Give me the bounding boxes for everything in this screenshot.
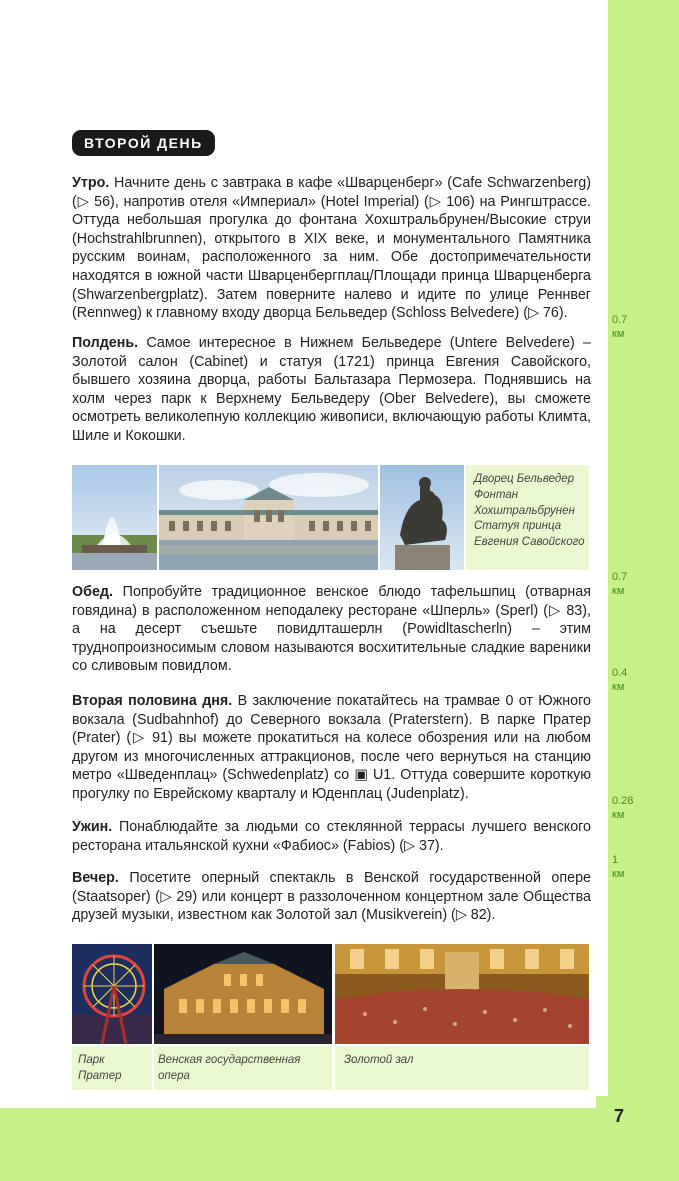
morning-heading: Утро. bbox=[72, 175, 110, 191]
afternoon-paragraph bbox=[72, 692, 591, 804]
caption-statue: Статуя принца Евгения Савойского bbox=[474, 520, 585, 548]
belvedere-palace-photo bbox=[159, 465, 378, 570]
distance-value: 0.7 bbox=[612, 314, 628, 326]
distance-value: 0.28 bbox=[612, 795, 634, 807]
fountain-photo bbox=[72, 465, 157, 570]
caption-musikverein: Золотой зал bbox=[344, 1054, 414, 1066]
dinner-paragraph bbox=[72, 818, 591, 855]
noon-heading: Полдень. bbox=[72, 335, 139, 351]
noon-paragraph bbox=[72, 334, 591, 446]
dinner-text: Понаблюдайте за людьми со стеклянной террасы лучшего венского ресторана итальянской кухни «Фабиос» (Fabios) (▷ 37). bbox=[72, 819, 591, 854]
statue-photo bbox=[380, 465, 464, 570]
distance-3 bbox=[612, 666, 627, 694]
morning-text: Начните день с завтрака в кафе «Шварценберг» (Cafe Schwarzenberg) (▷ 56), напротив отеля «Империал» (Hotel Imperial) (▷ 106) на Рингштрассе. Оттуда небольшая прогулка до фонтана Хохштральбрунен/Высокие струи (Hochstrahlbrunnen), открытого в XIX веке, и монументального Памятника русским воинам, расположенного за ним. Обе достопримечательности находятся в южной части Шварценбергплац/Площади принца Шварценберга (Shwarzenbergplatz). Затем поверните налево и идите по улице Реннвег (Rennweg) к главному входу дворца Бельведер (Schloss Belvedere) (▷ 76). bbox=[72, 175, 591, 322]
evening-text: Посетите оперный спектакль в Венской государственной опере (Staatsoper) (▷ 29) или концерт в раззолоченном концертном зале Общества друзей музыки, известном как Золотой зал (Musikverein) (▷ 82). bbox=[72, 870, 591, 924]
distance-value: 0.4 bbox=[612, 667, 628, 679]
lunch-text: Попробуйте традиционное венское блюдо тафельшпиц (отварная говядина) в расположенном неподалеку ресторане «Шперль» (Sperl) (▷ 83), а на десерт съешьте повидлташерлн (Powidltascherln) – этим труднопроизносимым словом называются восхитительные сладкие вареники со сливовым повидлом. bbox=[72, 584, 591, 675]
distance-value: 1 bbox=[612, 854, 619, 866]
prater-photo bbox=[72, 944, 152, 1044]
caption-opera: Венская государственная опера bbox=[158, 1054, 301, 1082]
distance-1 bbox=[612, 313, 627, 341]
distance-4 bbox=[612, 794, 633, 822]
opera-photo bbox=[154, 944, 332, 1044]
distance-2 bbox=[612, 570, 627, 598]
page-number: 7 bbox=[614, 1106, 625, 1126]
distance-unit: км bbox=[612, 809, 625, 821]
caption-prater: Парк Пратер bbox=[78, 1054, 122, 1082]
page-number-box bbox=[596, 1096, 679, 1181]
bottom-band bbox=[0, 1108, 679, 1181]
distance-unit: км bbox=[612, 328, 625, 340]
evening-heading: Вечер. bbox=[72, 870, 119, 886]
evening-paragraph bbox=[72, 869, 591, 925]
distance-value: 0.7 bbox=[612, 571, 628, 583]
lunch-paragraph bbox=[72, 583, 591, 676]
distance-5 bbox=[612, 853, 624, 881]
distance-unit: км bbox=[612, 868, 625, 880]
noon-text: Самое интересное в Нижнем Бельведере (Untere Belvedere) – Золотой салон (Cabinet) и статуя (1721) принца Евгения Савойского, бывшего хозяина дворца, работы Бальтазара Пермозера. Поднявшись на холм через парк к Верхнему Бельведеру (Ober Belvedere), вы сможете осмотреть великолепную коллекцию живописи, включающую работы Климта, Шиле и Кокошки. bbox=[72, 335, 591, 444]
day-badge: ВТОРОЙ ДЕНЬ bbox=[72, 130, 215, 156]
caption-fountain: Фонтан Хохштральбрунен bbox=[474, 489, 575, 517]
distance-unit: км bbox=[612, 585, 625, 597]
distance-unit: км bbox=[612, 681, 625, 693]
lunch-heading: Обед. bbox=[72, 584, 113, 600]
morning-paragraph bbox=[72, 174, 591, 323]
musikverein-photo bbox=[335, 944, 589, 1044]
dinner-heading: Ужин. bbox=[72, 819, 113, 835]
afternoon-heading: Вторая половина дня. bbox=[72, 693, 233, 709]
afternoon-text: В заключение покатайтесь на трамвае 0 от Южного вокзала (Sudbahnhof) до Северного вокзала (Praterstern). В парке Пратер (Prater) (▷ 91) вы можете прокатиться на колесе обозрения или на любом другом из многочисленных аттракционов, после чего вернуться на станцию метро «Шведенплац» (Schwedenplatz) со ▣ U1. Оттуда совершите короткую прогулку по Еврейскому кварталу и Юденплац (Judenplatz). bbox=[72, 693, 591, 802]
caption-belvedere: Дворец Бельведер bbox=[474, 473, 575, 485]
